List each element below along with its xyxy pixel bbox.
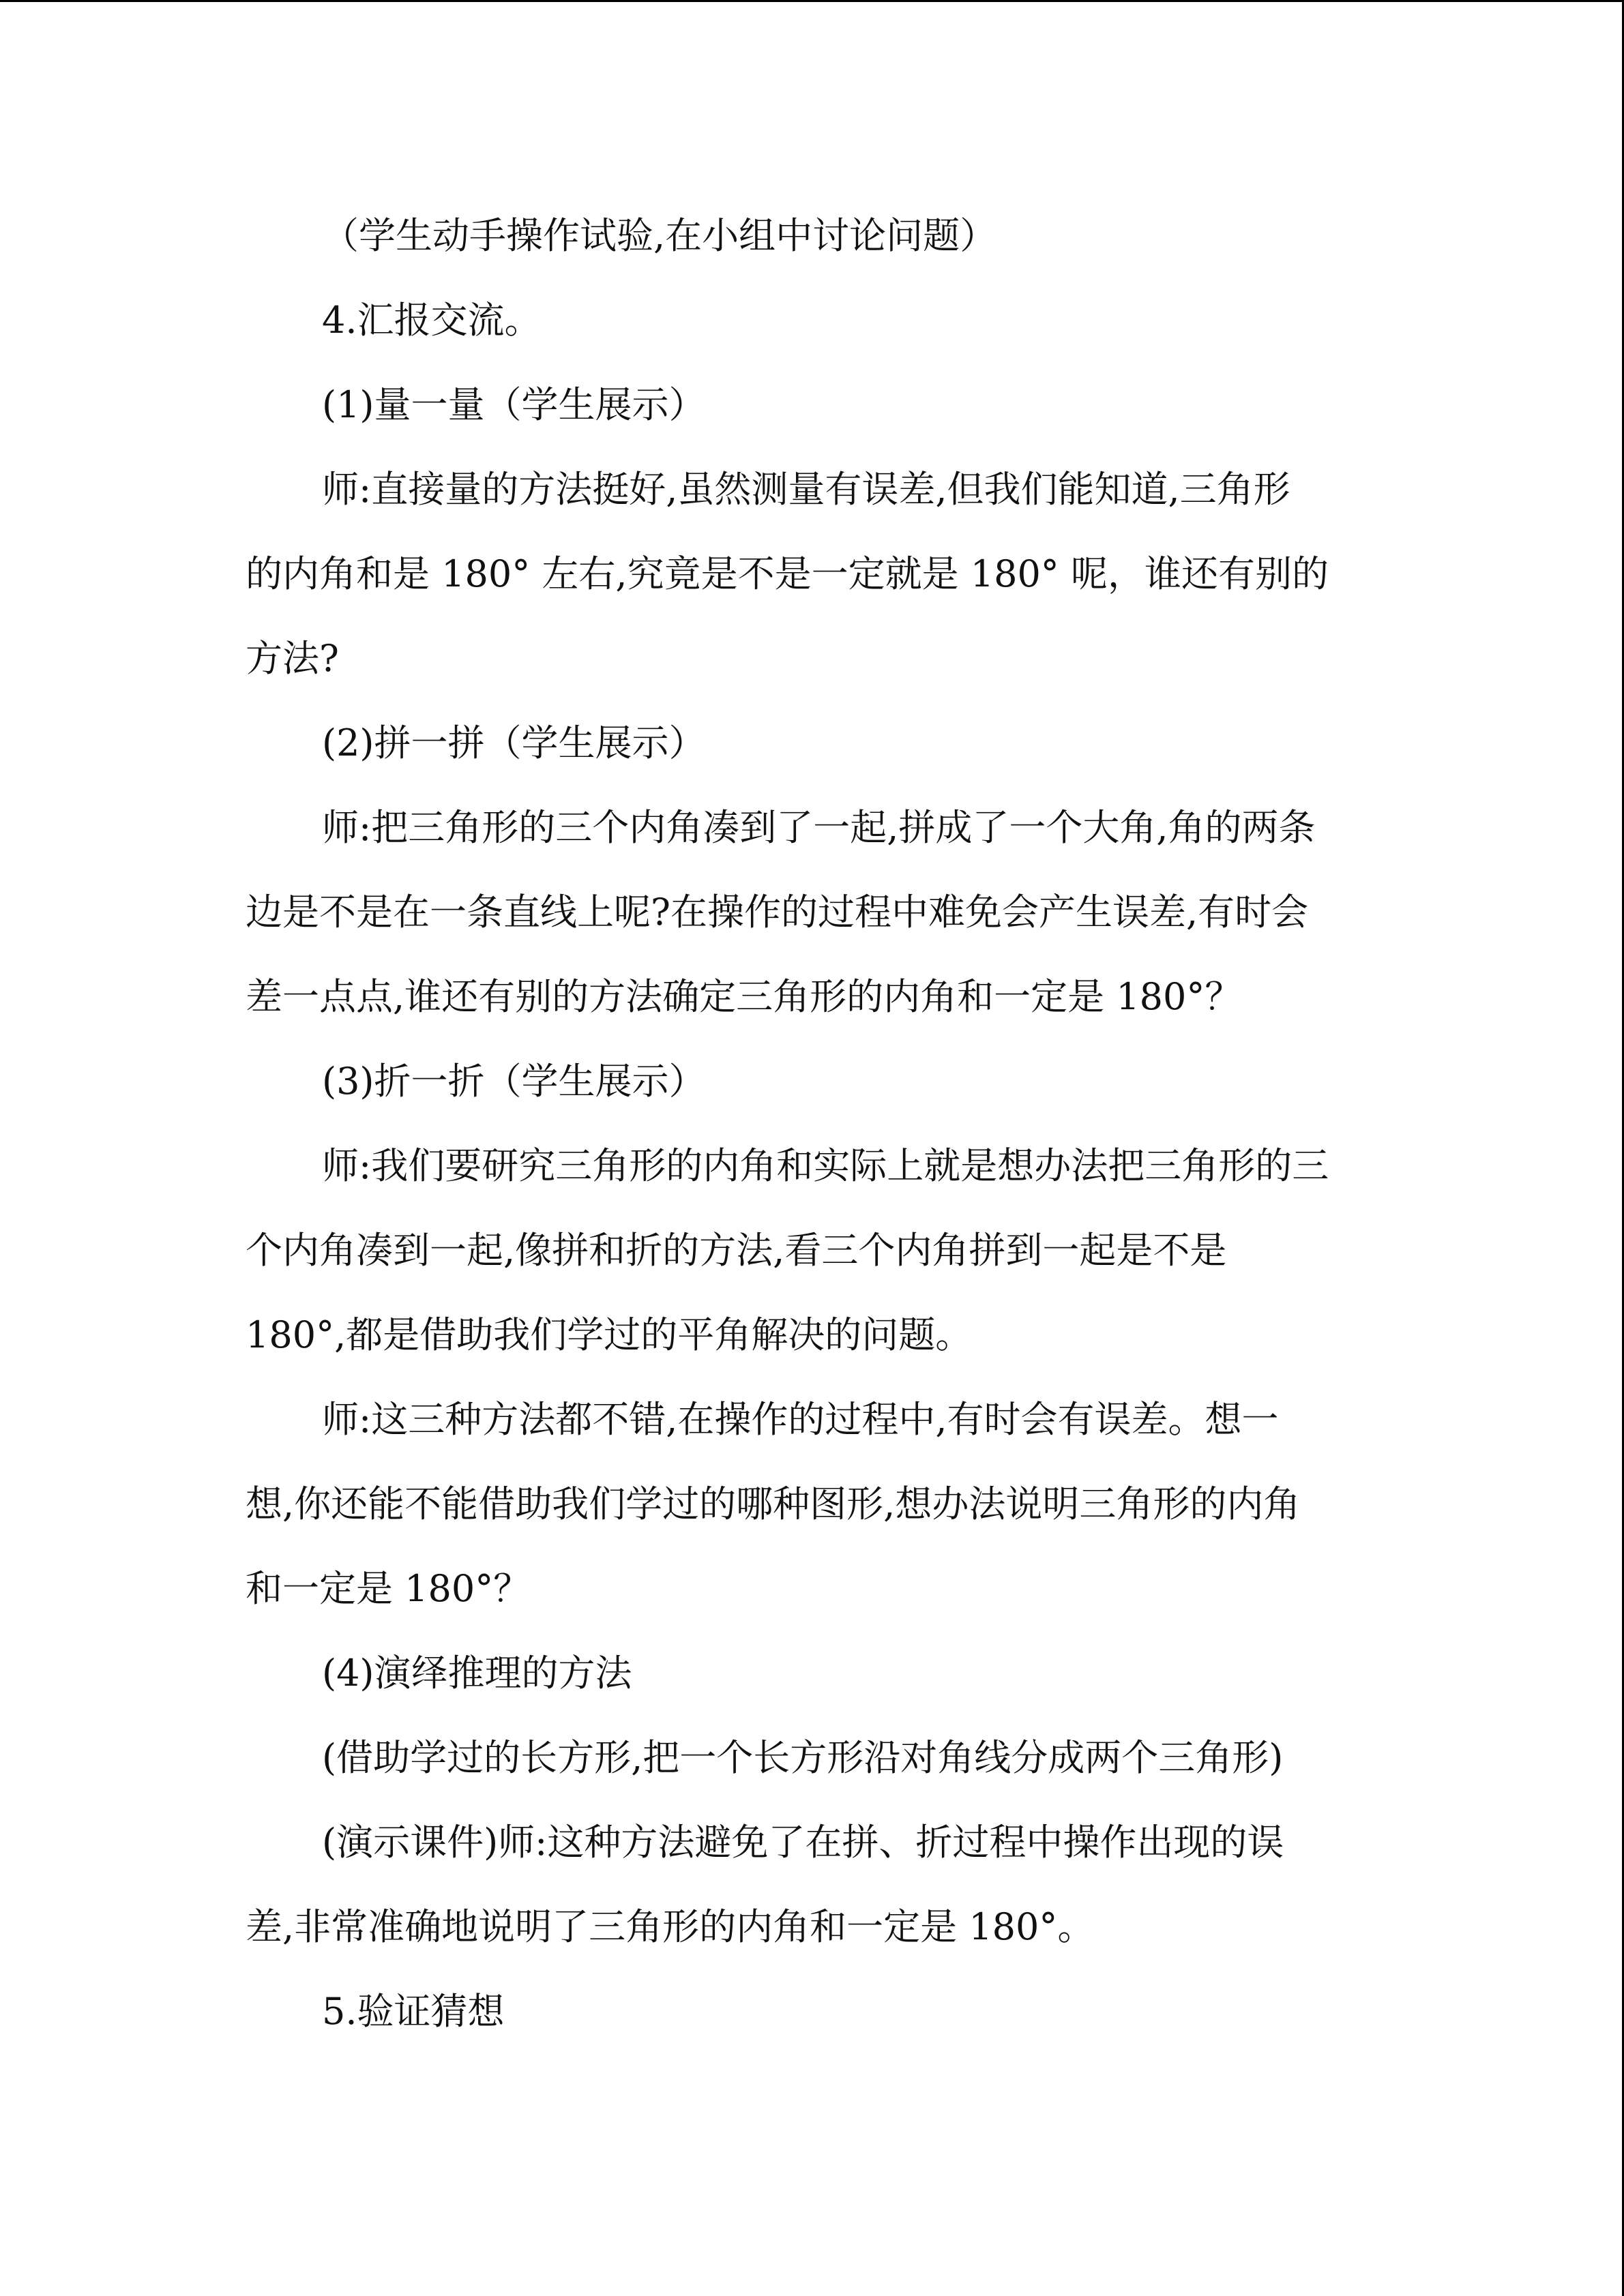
paragraph-line: (借助学过的长方形,把一个长方形沿对角线分成两个三角形): [322, 1736, 1284, 1779]
subsection-heading: (3)折一折（学生展示）: [322, 1060, 706, 1103]
paragraph-line: 边是不是在一条直线上呢?在操作的过程中难免会产生误差,有时会: [246, 891, 1309, 934]
paragraph-line: 个内角凑到一起,像拼和折的方法,看三个内角拼到一起是不是: [246, 1229, 1227, 1272]
paragraph-line: 的内角和是 180° 左右,究竟是不是一定就是 180° 呢，谁还有别的: [246, 552, 1329, 595]
subsection-heading: (4)演绎推理的方法: [322, 1652, 632, 1695]
paragraph-line: 师:这三种方法都不错,在操作的过程中,有时会有误差。想一: [322, 1398, 1279, 1441]
paragraph-line: （学生动手操作试验,在小组中讨论问题）: [322, 214, 997, 257]
section-heading: 5.验证猜想: [322, 1990, 505, 2033]
subsection-heading: (2)拼一拼（学生展示）: [322, 721, 706, 764]
section-heading: 4.汇报交流。: [322, 299, 542, 342]
paragraph-line: 差,非常准确地说明了三角形的内角和一定是 180°。: [246, 1905, 1095, 1948]
paragraph-line: 差一点点,谁还有别的方法确定三角形的内角和一定是 180°？: [246, 975, 1242, 1018]
paragraph-line: (演示课件)师:这种方法避免了在拼、折过程中操作出现的误: [322, 1821, 1284, 1864]
paragraph-line: 想,你还能不能借助我们学过的哪种图形,想办法说明三角形的内角: [246, 1482, 1301, 1525]
paragraph-line: 和一定是 180°？: [246, 1567, 531, 1610]
paragraph-line: 方法?: [246, 637, 339, 680]
paragraph-line: 180°,都是借助我们学过的平角解决的问题。: [246, 1313, 973, 1356]
paragraph-line: 师:直接量的方法挺好,虽然测量有误差,但我们能知道,三角形: [322, 468, 1290, 511]
subsection-heading: (1)量一量（学生展示）: [322, 383, 706, 426]
paragraph-line: 师:我们要研究三角形的内角和实际上就是想办法把三角形的三: [322, 1144, 1329, 1187]
paragraph-line: 师:把三角形的三个内角凑到了一起,拼成了一个大角,角的两条: [322, 806, 1316, 849]
